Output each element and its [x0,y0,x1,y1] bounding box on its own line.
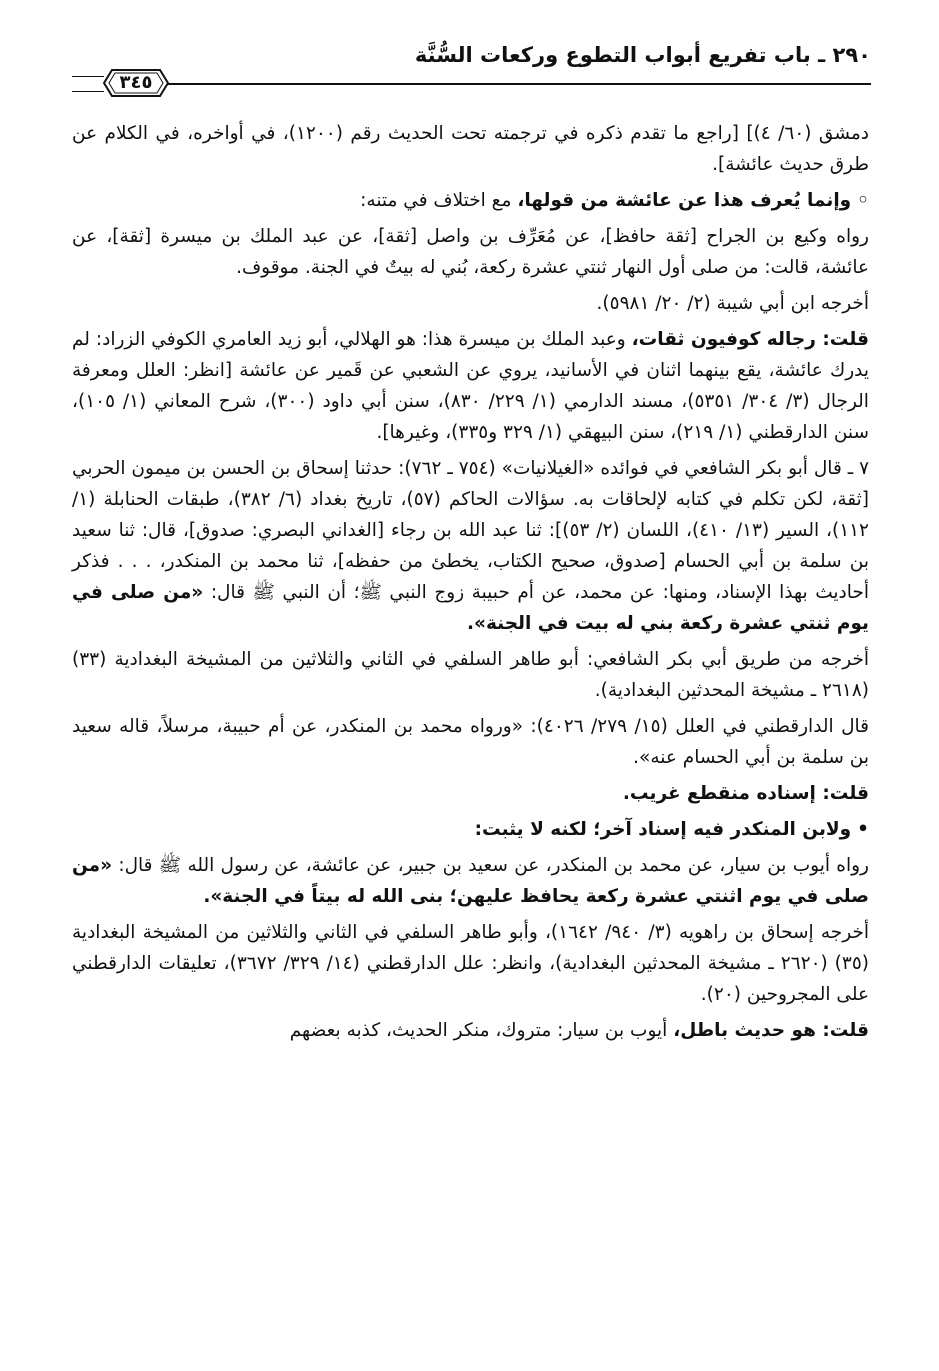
body-text: ٧ ـ قال أبو بكر الشافعي في فوائده «الغيلانيات» (٧٥٤ ـ ٧٦٢): حدثنا إسحاق بن الحسن بن ميمون الحربي [ثقة، لكن تكلم في كتابه لإلحاقات به. سؤالات الحاكم (٥٧)، تاريخ بغداد (٦/ ٣٨٢)، طبقات الحنابلة (١/ ١١٢)، السير (١٣/ ٤١٠)، اللسان (٢/ ٥٣)]: ثنا عبد الله بن رجاء [الغداني البصري: صدوق]، قال: ثنا سعيد بن سلمة بن أبي الحسام [صدوق، صحيح الكتاب، يخطئ من حفظه]، ثنا محمد بن المنكدر، . . . فذكر أحاديث بهذا الإسناد، ومنها: عن محمد، عن أم حبيبة زوج النبي ﷺ؛ أن النبي ﷺ قال: [72,458,869,603]
page-number: ٣٤٥ [119,72,153,93]
paragraph [72,1015,869,1046]
body-text: أخرجه من طريق أبي بكر الشافعي: أبو طاهر السلفي في الثاني والثلاثين من المشيخة البغدادية (٣٣) (٢٦١٨ ـ مشيخة المحدثين البغدادية). [72,649,869,701]
body-text: رواه وكيع بن الجراح [ثقة حافظ]، عن مُعَرِّف بن واصل [ثقة]، عن عبد الملك بن ميسرة [ثقة]، عن عائشة، قالت: من صلى أول النهار ثنتي عشرة ركعة، بُني له بيتٌ في الجنة. موقوف. [72,226,869,278]
bold-text: قلت: إسناده منقطع غريب. [622,783,869,804]
page-body [72,118,869,1051]
paragraph [72,711,869,773]
paragraph [72,644,869,706]
bold-text: «من صلى في يوم ثنتي عشرة ركعة بني له بيت في الجنة». [72,582,869,634]
paragraph [72,288,869,319]
paragraph [72,118,869,180]
page-header [72,40,871,93]
paragraph [72,778,869,809]
body-text: أخرجه ابن أبي شيبة (٢/ ٢٠/ ٥٩٨١). [596,293,869,314]
body-text: دمشق (٦٠/ ٤)] [راجع ما تقدم ذكره في ترجمته تحت الحديث رقم (١٢٠٠)، في أواخره، في الكلام عن طرق حديث عائشة]. [72,123,869,175]
paragraph [72,850,869,912]
body-text: أيوب بن سيار: متروك، منكر الحديث، كذبه بعضهم [289,1020,674,1041]
body-text: أخرجه إسحاق بن راهويه (٣/ ٩٤٠/ ١٦٤٢)، وأبو طاهر السلفي في الثاني والثلاثين من المشيخة البغدادية (٣٥) (٢٦٢٠ ـ مشيخة المحدثين البغدادية)، وانظر: علل الدارقطني (١٤/ ٣٢٩/ ٣٦٧٢)، تعليقات الدارقطني على المجروحين (٢٠). [72,922,869,1005]
paragraph [72,185,869,216]
body-text: مع اختلاف في متنه: [360,190,518,211]
paragraph [72,917,869,1010]
bullet-icon: • [857,819,869,840]
body-text: وعبد الملك بن ميسرة هذا: هو الهلالي، أبو زيد العامري الكوفي الزراد: لم يدرك عائشة، يقع بينهما اثنان في الأسانيد، يروي عن الشعبي عن قَمير عن عائشة [انظر: العلل ومعرفة الرجال (٣/ ٣٠٤/ ٥٣٥١)، مسند الدارمي (١/ ٢٢٩/ ٨٣٠)، سنن أبي داود (٣٠٠)، شرح المعاني (١/ ١٠٥)، سنن الدارقطني (١/ ٢١٩)، سنن البيهقي (١/ ٣٢٩ و٣٣٥)، وغيرها]. [72,329,869,443]
bold-text: ولابن المنكدر فيه إسناد آخر؛ لكنه لا يثبت: [474,819,852,840]
paragraph [72,221,869,283]
paragraph [72,453,869,639]
bold-text: وإنما يُعرف هذا عن عائشة من قولها، [517,190,852,211]
paragraph [72,814,869,845]
header-ornament [72,76,104,92]
bullet-icon: ◦ [857,190,869,211]
bold-text: قلت: رجاله كوفيون ثقات، [631,329,869,350]
body-text: رواه أيوب بن سيار، عن محمد بن المنكدر، عن سعيد بن جبير، عن عائشة، عن رسول الله ﷺ قال: [112,855,869,876]
header-rule [167,83,871,85]
bold-text: «من صلى في يوم اثنتي عشرة ركعة يحافظ عليهن؛ بنى الله له بيتاً في الجنة». [72,855,869,907]
running-title: ٢٩٠ ـ باب تفريع أبواب التطوع وركعات السُّنَّة [414,43,871,67]
bold-text: قلت: هو حديث باطل، [673,1020,869,1041]
body-text: قال الدارقطني في العلل (١٥/ ٢٧٩/ ٤٠٢٦): «ورواه محمد بن المنكدر، عن أم حبيبة، مرسلاً، قاله سعيد بن سلمة بن أبي الحسام عنه». [72,716,870,768]
paragraph [72,324,869,448]
page-number-badge [102,67,170,99]
